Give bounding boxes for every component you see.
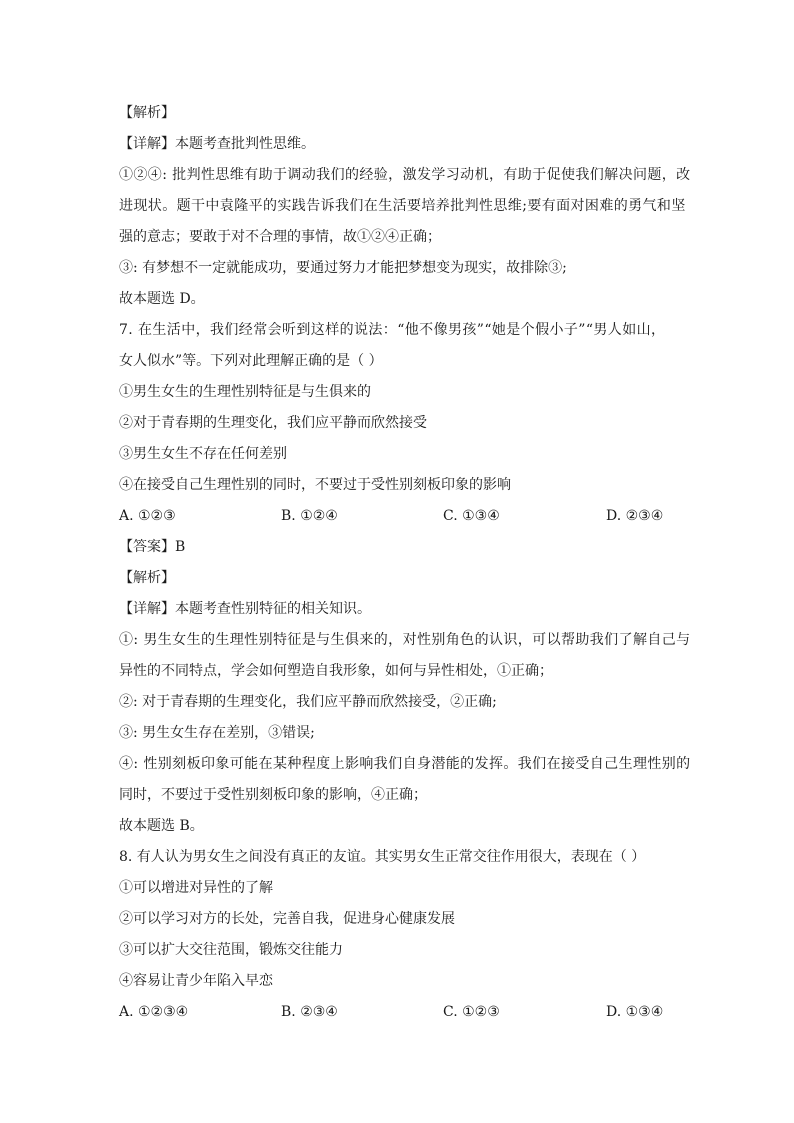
option-c: C. ①②③ — [443, 1004, 500, 1020]
option-b: B. ②③④ — [281, 1004, 338, 1020]
question-8-statement: ③可以扩大交往范围，锻炼交往能力 — [119, 942, 343, 958]
detail-heading: 【详解】本题考查批判性思维。 — [119, 136, 315, 152]
paragraph-line: 异性的不同特点，学会如何塑造自我形象，如何与异性相处，①正确； — [119, 663, 553, 679]
paragraph-line: ②: 对于青春期的生理变化，我们应平静而欣然接受，②正确; — [119, 694, 497, 710]
paragraph-line: ④: 性别刻板印象可能在某种程度上影响我们自身潜能的发挥。我们在接受自己生理性别的 — [119, 756, 691, 772]
detail-heading: 【详解】本题考查性别特征的相关知识。 — [119, 601, 371, 617]
paragraph-line: 强的意志；要敢于对不合理的事情，故①②④正确； — [119, 229, 441, 245]
section-heading-analysis: 【解析】 — [119, 570, 175, 586]
paragraph-line: 同时，不要过于受性别刻板印象的影响，④正确； — [119, 787, 427, 803]
answer-line: 【答案】B — [119, 539, 186, 555]
paragraph-line: ①②④: 批判性思维有助于调动我们的经验，激发学习动机，有助于促使我们解决问题，改 — [119, 167, 691, 183]
question-8-options — [119, 1002, 679, 1022]
question-7-stem: 7. 在生活中，我们经常会听到这样的说法：“他不像男孩”“她是个假小子”“男人如山， — [119, 322, 666, 338]
question-8-statement: ②可以学习对方的长处，完善自我，促进身心健康发展 — [119, 911, 455, 927]
paragraph-line: ①: 男生女生的生理性别特征是与生俱来的，对性别角色的认识，可以帮助我们了解自己与 — [119, 632, 691, 648]
paragraph-line: ③: 有梦想不一定就能成功，要通过努力才能把梦想变为现实，故排除③; — [119, 260, 567, 276]
paragraph-line: ③: 男生女生存在差别，③错误; — [119, 725, 315, 741]
question-7-options — [119, 506, 679, 526]
question-8-statement: ①可以增进对异性的了解 — [119, 880, 273, 896]
paragraph-line: 进现状。题干中袁隆平的实践告诉我们在生活要培养批判性思维;要有面对困难的勇气和坚 — [119, 198, 686, 214]
section-heading-analysis: 【解析】 — [119, 105, 175, 121]
question-8-stem: 8. 有人认为男女生之间没有真正的友谊。其实男女生正常交往作用很大，表现在（ ） — [119, 849, 646, 865]
option-b: B. ①②④ — [281, 508, 338, 524]
conclusion-line: 故本题选 B。 — [119, 818, 204, 834]
option-d: D. ②③④ — [606, 508, 664, 524]
question-7-stem: 女人似水”等。下列对此理解正确的是（ ） — [119, 353, 383, 369]
question-7-statement: ④在接受自己生理性别的同时，不要过于受性别刻板印象的影响 — [119, 477, 511, 493]
conclusion-line: 故本题选 D。 — [119, 291, 205, 307]
option-a: A. ①②③ — [119, 508, 176, 524]
option-a: A. ①②③④ — [119, 1004, 189, 1020]
question-7-statement: ②对于青春期的生理变化，我们应平静而欣然接受 — [119, 415, 427, 431]
question-8-statement: ④容易让青少年陷入早恋 — [119, 973, 273, 989]
question-7-statement: ③男生女生不存在任何差别 — [119, 446, 287, 462]
option-d: D. ①③④ — [606, 1004, 664, 1020]
option-c: C. ①③④ — [443, 508, 500, 524]
question-7-statement: ①男生女生的生理性别特征是与生俱来的 — [119, 384, 371, 400]
